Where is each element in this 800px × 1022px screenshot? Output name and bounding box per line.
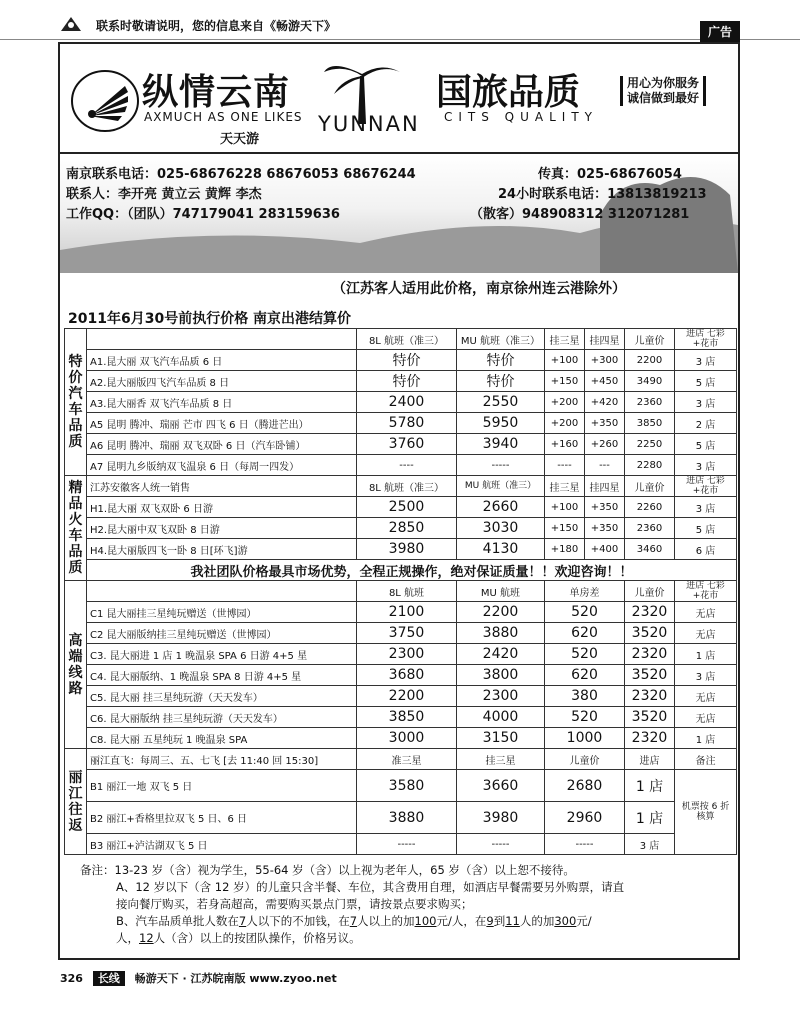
table-cell: 3 店 [675,665,737,686]
publication: 畅游天下 · 江苏皖南版 www.zyoo.net [134,972,337,985]
table-cell: ----- [357,834,457,855]
table-cell: B1 丽江一地 双飞 5 日 [87,770,357,802]
table-cell: 2320 [625,602,675,623]
table-cell: 3880 [457,623,545,644]
table-cell: 2320 [625,728,675,749]
table-cell: 380 [545,686,625,707]
banner-row [65,560,737,581]
table-row [65,602,737,623]
table-cell: +300 [585,350,625,371]
source-notice: 联系时敬请说明，您的信息来自《畅游天下》 [96,19,337,33]
table-cell: 3150 [457,728,545,749]
table-cell: 2360 [625,518,675,539]
table-cell: 无店 [675,623,737,644]
remark-b-2: 人，12人（含）以上的按团队操作，价格另议。 [116,931,361,945]
table-cell: 8L 航班（准三） [357,476,457,497]
table-cell: +100 [545,350,585,371]
section-premium: 高端线路 [65,581,87,749]
fan-emblem-icon [70,66,140,136]
table-cell: +260 [585,434,625,455]
table-cell: A3.昆大丽香 双飞汽车品质 8 日 [87,392,357,413]
col-4star: 挂四星 [585,329,625,350]
table-cell: B3 丽江+泸沽湖双飞 5 日 [87,834,357,855]
table-cell: 2260 [625,497,675,518]
table-cell: 3800 [457,665,545,686]
table-cell: 8L 航班 [357,581,457,602]
table-cell: 2 店 [675,413,737,434]
advantage-banner: 我社团队价格最具市场优势，全程正规操作，绝对保证质量！！欢迎咨询！！ [87,560,737,581]
table-cell: 3760 [357,434,457,455]
table-cell: +450 [585,371,625,392]
table-cell: 2680 [545,770,625,802]
table-cell: 3880 [357,802,457,834]
table-cell: 5 店 [675,434,737,455]
table-row [65,770,737,802]
yunnan-wordmark: YUNNAN [318,112,420,136]
qq-team: 工作QQ：（团队）747179041 283159636 [66,207,340,222]
table-cell: 单房差 [545,581,625,602]
quality-subtitle: CITS QUALITY [444,110,599,124]
publisher-logo-icon [60,14,82,32]
table-cell: 无店 [675,707,737,728]
table-cell: 3680 [357,665,457,686]
table-cell: +350 [585,497,625,518]
table-cell: 2300 [457,686,545,707]
table-cell: 2200 [357,686,457,707]
table-cell: 3 店 [675,392,737,413]
table-cell: +180 [545,539,585,560]
table-cell: 1 店 [625,802,675,834]
table-cell: 4130 [457,539,545,560]
table-cell: 3 店 [625,834,675,855]
col-8l: 8L 航班（准三） [357,329,457,350]
table-cell: 3750 [357,623,457,644]
table-cell: MU 航班（准三） [457,476,545,497]
table-cell: 4000 [457,707,545,728]
table-cell: 1000 [545,728,625,749]
table-cell: 520 [545,644,625,665]
table-cell: 3030 [457,518,545,539]
table-cell: 3520 [625,623,675,644]
fax: 传真：025-68676054 [538,167,682,182]
remark-b-1: B、汽车品质单批人数在7人以下的不加钱，在7人以上的加100元/人，在9到11人的加300元/ [116,914,592,928]
table-cell: 5 店 [675,371,737,392]
table-cell: 6 店 [675,539,737,560]
col-mu: MU 航班（准三） [457,329,545,350]
table-cell: 2250 [625,434,675,455]
quality-title: 国旅品质 [436,72,581,113]
brand-header [60,44,738,154]
table-cell: 儿童价 [625,476,675,497]
table-cell: C1 昆大丽挂三星纯玩赠送（世博园） [87,602,357,623]
table-cell: 620 [545,623,625,644]
table-cell: 1 店 [675,644,737,665]
brand-subtitle: AXMUCH AS ONE LIKES [144,110,303,124]
table-cell: 2320 [625,644,675,665]
table-cell: 3520 [625,707,675,728]
table-cell: ---- [545,455,585,476]
table-cell: C6. 昆大丽版纳 挂三星纯玩游（天天发车） [87,707,357,728]
table-cell: C2 昆大丽版纳挂三星纯玩赠送（世博园） [87,623,357,644]
table-cell: 1 店 [675,728,737,749]
table-cell: +350 [585,518,625,539]
table-cell: 3520 [625,665,675,686]
table-cell: 备注 [675,749,737,770]
table-cell: 进店 七彩+花市 [675,581,737,602]
table-cell: 无店 [675,686,737,707]
table-row [65,518,737,539]
col-shops: 进店 七彩+花市 [675,329,737,350]
table-cell: 5950 [457,413,545,434]
ticket-remark: 机票按 6 折核算 [675,770,737,855]
table-cell: +100 [545,497,585,518]
table-row [65,434,737,455]
special-header-row [65,329,737,350]
section-lijiang: 丽江往返 [65,749,87,855]
remark-a-2: 接向餐厅购买，若身高超高，需要购买景点门票，请按景点要求购买； [116,897,473,911]
section-tag: 长线 [93,971,125,986]
advert-frame [58,42,740,960]
table-cell: ----- [457,455,545,476]
table-row [65,686,737,707]
price-scope-notice: （江苏客人适用此价格，南京徐州连云港除外） [332,281,626,297]
table-cell: 2400 [357,392,457,413]
remarks [80,862,730,947]
table-cell: C4. 昆大丽版纳、1 晚温泉 SPA 8 日游 4+5 星 [87,665,357,686]
table-row [65,497,737,518]
lijiang-header-row [65,749,737,770]
qq-retail: （散客）948908312 312071281 [470,207,690,222]
brand-tagline: 天天游 [220,132,260,147]
table-row [65,644,737,665]
table-cell: 准三星 [357,749,457,770]
table-cell: 3 店 [675,497,737,518]
table-cell: 3980 [357,539,457,560]
table-cell: +160 [545,434,585,455]
table-cell: 儿童价 [545,749,625,770]
table-cell: 2360 [625,392,675,413]
table-cell: 进店 七彩+花市 [675,476,737,497]
table-cell: 2200 [457,602,545,623]
table-cell: 3 店 [675,455,737,476]
table-cell: 挂四星 [585,476,625,497]
table-cell: +200 [545,392,585,413]
table-cell: 2280 [625,455,675,476]
lijiang-intro: 丽江直飞：每周三、五、七飞 [去 11:40 回 15:30] [87,749,357,770]
section-special: 特价汽车品质 [65,329,87,476]
table-cell: 2420 [457,644,545,665]
table-cell: 挂三星 [545,476,585,497]
table-cell: 3940 [457,434,545,455]
table-row [65,539,737,560]
table-cell: 3490 [625,371,675,392]
table-cell: 1 店 [625,770,675,802]
table-cell: C3. 昆大丽进 1 店 1 晚温泉 SPA 6 日游 4+5 星 [87,644,357,665]
col-3star: 挂三星 [545,329,585,350]
page-number: 326 [60,972,83,985]
table-row [65,455,737,476]
table-cell: A7 昆明九乡版纳双飞温泉 6 日（每周一四发） [87,455,357,476]
hotline: 24小时联系电话：13813819213 [498,187,707,202]
table-cell: 2550 [457,392,545,413]
table-row [65,350,737,371]
table-cell: H2.昆大丽中双飞双卧 8 日游 [87,518,357,539]
remark-age: 备注：13-23 岁（含）视为学生，55-64 岁（含）以上视为老年人，65 岁（含）以上恕不接待。 [80,863,575,877]
table-row [65,728,737,749]
table-cell: +200 [545,413,585,434]
premium-header-row [65,581,737,602]
table-cell: 3 店 [675,350,737,371]
table-row [65,802,737,834]
train-header-row [65,476,737,497]
slogan-line-2: 诚信做到最好 [627,91,700,105]
table-cell: +400 [585,539,625,560]
table-cell: 3850 [625,413,675,434]
table-cell: 特价 [457,371,545,392]
table-cell: 2300 [357,644,457,665]
table-cell: ----- [457,834,545,855]
table-cell: B2 丽江+香格里拉双飞 5 日、6 日 [87,802,357,834]
table-cell: 特价 [457,350,545,371]
table-cell: 5 店 [675,518,737,539]
ad-badge: 广告 [700,21,740,42]
table-cell: MU 航班 [457,581,545,602]
table-row [65,707,737,728]
table-cell: C5. 昆大丽 挂三星纯玩游（天天发车） [87,686,357,707]
table-title: 2011年6月30号前执行价格 南京出港结算价 [68,311,352,327]
table-cell: 2500 [357,497,457,518]
table-cell: 特价 [357,350,457,371]
price-table [64,328,737,855]
brand-name: 纵情云南 [142,72,291,113]
table-cell: 2660 [457,497,545,518]
train-intro: 江苏安徽客人统一销售 [87,476,357,497]
table-cell: +420 [585,392,625,413]
table-cell: 520 [545,602,625,623]
contact-persons: 联系人：李开亮 黄立云 黄辉 李杰 [66,187,262,202]
table-row [65,371,737,392]
table-cell: C8. 昆大丽 五星纯玩 1 晚温泉 SPA [87,728,357,749]
table-row [65,413,737,434]
table-cell: A6 昆明 腾冲、瑞丽 双飞双卧 6 日（汽车卧铺） [87,434,357,455]
table-cell: A5 昆明 腾冲、瑞丽 芒市 四飞 6 日（腾进芒出） [87,413,357,434]
table-cell: 特价 [357,371,457,392]
table-row [65,392,737,413]
table-cell: 520 [545,707,625,728]
table-cell: ---- [357,455,457,476]
table-cell: A1.昆大丽 双飞汽车品质 6 日 [87,350,357,371]
table-cell: 3460 [625,539,675,560]
table-cell: H1.昆大丽 双飞双卧 6 日游 [87,497,357,518]
table-cell: 进店 [625,749,675,770]
nanjing-phone: 南京联系电话：025-68676228 68676053 68676244 [66,167,416,182]
table-cell: 无店 [675,602,737,623]
table-cell: +150 [545,371,585,392]
table-cell: 620 [545,665,625,686]
table-cell: 2200 [625,350,675,371]
table-cell: +350 [585,413,625,434]
table-cell: 2320 [625,686,675,707]
table-cell: 3980 [457,802,545,834]
table-row [65,665,737,686]
table-cell: ----- [545,834,625,855]
col-child: 儿童价 [625,329,675,350]
table-cell: 3000 [357,728,457,749]
table-cell: 2850 [357,518,457,539]
table-cell: +150 [545,518,585,539]
section-train: 精品火车品质 [65,476,87,581]
table-cell: 3580 [357,770,457,802]
top-bar [0,0,800,40]
slogan-line-1: 用心为你服务 [627,76,700,90]
slogan [620,76,706,106]
table-cell: 3660 [457,770,545,802]
table-row [65,623,737,644]
table-row [65,834,737,855]
table-cell: A2.昆大丽版四飞汽车品质 8 日 [87,371,357,392]
table-cell: H4.昆大丽版四飞一卧 8 日[环飞]游 [87,539,357,560]
table-cell: 2100 [357,602,457,623]
table-cell: --- [585,455,625,476]
table-cell: 2960 [545,802,625,834]
table-cell: 5780 [357,413,457,434]
contact-panel [60,155,738,273]
table-cell: 儿童价 [625,581,675,602]
remark-a-1: A、12 岁以下（含 12 岁）的儿童只含半餐、车位，其含费用自理，如酒店早餐需要另外购票，请直 [116,880,625,894]
table-cell: 3850 [357,707,457,728]
table-cell: 挂三星 [457,749,545,770]
page-footer [60,970,337,986]
